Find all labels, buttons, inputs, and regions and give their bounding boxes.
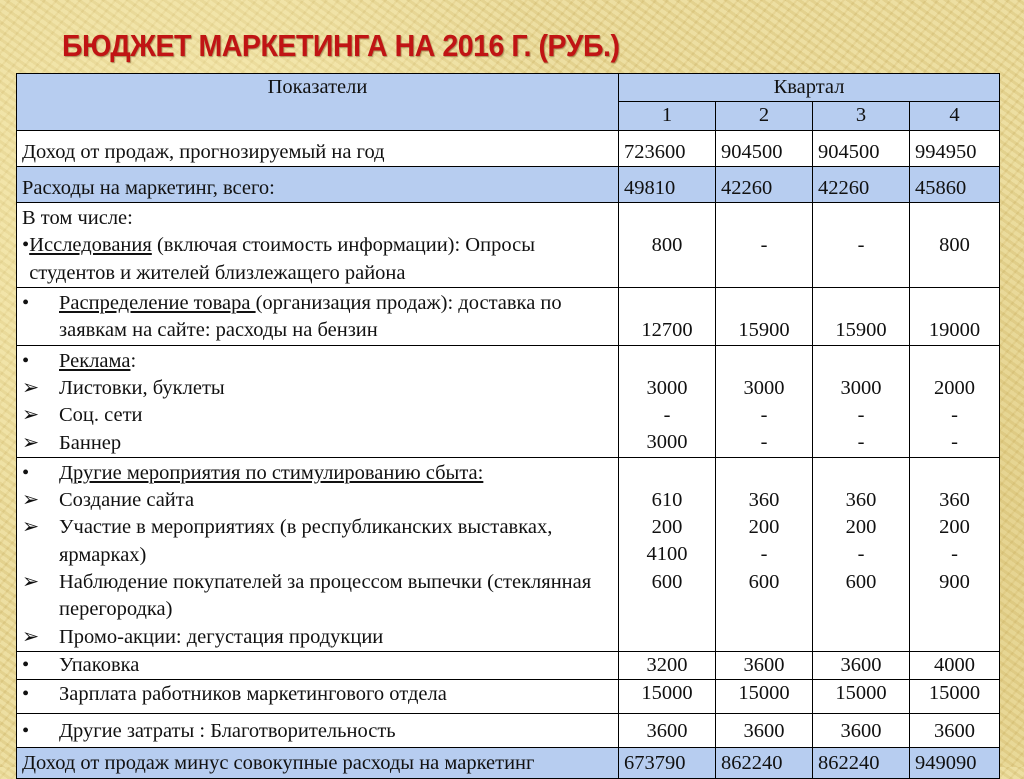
promotion-q2-value: - [760,543,768,566]
distribution-link: Распределение товара [59,292,256,315]
advertising-colon: : [130,349,137,372]
promotion-q3-value: 200 [845,516,877,539]
advertising-cell [17,345,619,457]
promotion-item: Создание сайта [59,489,195,512]
bullet-icon: • [22,461,30,484]
page-title: БЮДЖЕТ МАРКЕТИНГА НА 2016 Г. (РУБ.) [62,28,620,63]
other-q1: 3600 [619,714,716,748]
table-row [17,651,1000,679]
distribution-q2: 15900 [716,288,813,346]
advertising-q1 [619,345,716,457]
promotion-q3-value: 600 [845,570,877,593]
revenue-label: Доход от продаж, прогнозируемый на год [17,130,619,166]
research-intro: В том числе: [22,207,133,230]
bullet-icon: • [22,653,30,676]
table-row [17,345,1000,457]
research-text: (включая стоимость информации): Опросы студентов и жителей близлежащего района [29,234,535,284]
promotion-q1 [619,457,716,651]
table-row [17,714,1000,748]
arrow-bullet-icon: ➢ [22,625,40,648]
advertising-item: Соц. сети [59,404,143,427]
salary-q4: 15000 [910,680,1000,714]
promotion-q4-value: - [951,543,958,566]
advertising-q1-value: - [663,403,671,426]
table-row [17,680,1000,714]
distribution-text: (организация продаж): доставка по заявкам на сайте: расходы на бензин [59,292,562,342]
promotion-q4-value: 900 [939,570,970,593]
revenue-q1: 723600 [619,130,716,166]
advertising-q4-value: 2000 [934,376,975,399]
promotion-q2-value: 600 [748,570,780,593]
promotion-q1-value: 610 [651,488,683,511]
advertising-q3-value: - [857,403,865,426]
promotion-q4 [910,457,1000,651]
promotion-item: Промо-акции: дегустация продукции [59,625,384,648]
promotion-q3-value: 360 [845,488,877,511]
advertising-q3 [813,345,910,457]
research-q3: - [813,203,910,288]
header-q4: 4 [910,102,1000,130]
advertising-heading: Реклама [59,349,131,372]
advertising-q2-value: 3000 [743,376,785,399]
salary-label: Зарплата работников маркетингового отдела [59,683,447,706]
salary-cell [17,680,619,714]
marketing-total-label: Расходы на маркетинг, всего: [17,166,619,202]
promotion-item: Наблюдение покупателей за процессом выпечки (стеклянная перегородка) [59,571,592,621]
bullet-icon: • [22,292,30,315]
research-q4: 800 [910,203,1000,288]
promotion-item: Участие в мероприятиях (в республиканских выставках, ярмарках) [59,516,553,566]
research-q1: 800 [619,203,716,288]
table-header-row [17,74,1000,102]
distribution-cell [17,288,619,346]
header-indicators: Показатели [17,74,619,131]
promotion-q1-value: 600 [651,570,683,593]
distribution-q1: 12700 [619,288,716,346]
promotion-q2-value: 360 [748,488,780,511]
other-q4: 3600 [910,714,1000,748]
promotion-q3 [813,457,910,651]
bullet-icon: • [22,683,30,706]
table-row [17,288,1000,346]
header-q2: 2 [716,102,813,130]
marketing-total-q2: 42260 [716,166,813,202]
research-cell [17,203,619,288]
header-q1: 1 [619,102,716,130]
advertising-q2 [716,345,813,457]
advertising-item: Баннер [59,431,122,454]
promotion-q4-value: 360 [939,488,970,511]
bullet-icon: • [22,720,30,743]
promotion-heading: Другие мероприятия по стимулированию сбыта: [59,461,484,484]
promotion-q2 [716,457,813,651]
advertising-q4 [910,345,1000,457]
bullet-icon: • [22,234,30,257]
other-cell [17,714,619,748]
table-row [17,130,1000,166]
advertising-q2-value: - [760,431,768,454]
advertising-q1-value: 3000 [646,431,688,454]
header-q3: 3 [813,102,910,130]
salary-q3: 15000 [813,680,910,714]
arrow-bullet-icon: ➢ [22,516,40,539]
advertising-q2-value: - [760,403,768,426]
research-link: Исследования [29,234,152,257]
packaging-q4: 4000 [910,651,1000,679]
net-q2: 862240 [716,748,813,778]
revenue-q2: 904500 [716,130,813,166]
net-q3: 862240 [813,748,910,778]
advertising-q3-value: - [857,431,865,454]
budget-table [16,73,1000,779]
arrow-bullet-icon: ➢ [22,404,40,427]
header-quarter: Квартал [619,74,1000,102]
table-row [17,203,1000,288]
marketing-total-q3: 42260 [813,166,910,202]
advertising-q3-value: 3000 [840,376,882,399]
advertising-q1-value: 3000 [646,376,688,399]
other-label: Другие затраты : Благотворительность [59,720,396,743]
promotion-cell [17,457,619,651]
salary-q1: 15000 [619,680,716,714]
promotion-q3-value: - [857,543,865,566]
promotion-q4-value: 200 [939,516,970,539]
arrow-bullet-icon: ➢ [22,376,40,399]
distribution-q3: 15900 [813,288,910,346]
packaging-q1: 3200 [619,651,716,679]
revenue-q4: 994950 [910,130,1000,166]
table-row [17,748,1000,778]
marketing-total-q4: 45860 [910,166,1000,202]
other-q3: 3600 [813,714,910,748]
promotion-q2-value: 200 [748,516,780,539]
arrow-bullet-icon: ➢ [22,489,40,512]
net-q4: 949090 [910,748,1000,778]
bullet-icon: • [22,349,30,372]
promotion-q1-value: 4100 [646,543,688,566]
marketing-total-q1: 49810 [619,166,716,202]
salary-q2: 15000 [716,680,813,714]
promotion-q1-value: 200 [651,516,683,539]
advertising-q4-value: - [951,431,958,454]
advertising-q4-value: - [951,403,958,426]
other-q2: 3600 [716,714,813,748]
packaging-cell [17,651,619,679]
net-q1: 673790 [619,748,716,778]
distribution-q4: 19000 [910,288,1000,346]
revenue-q3: 904500 [813,130,910,166]
advertising-item: Листовки, буклеты [59,376,225,399]
packaging-label: Упаковка [59,653,140,676]
packaging-q2: 3600 [716,651,813,679]
table-row [17,457,1000,651]
net-label: Доход от продаж минус совокупные расходы на маркетинг [17,748,619,778]
research-q2: - [716,203,813,288]
arrow-bullet-icon: ➢ [22,431,40,454]
table-row [17,166,1000,202]
arrow-bullet-icon: ➢ [22,571,40,594]
packaging-q3: 3600 [813,651,910,679]
